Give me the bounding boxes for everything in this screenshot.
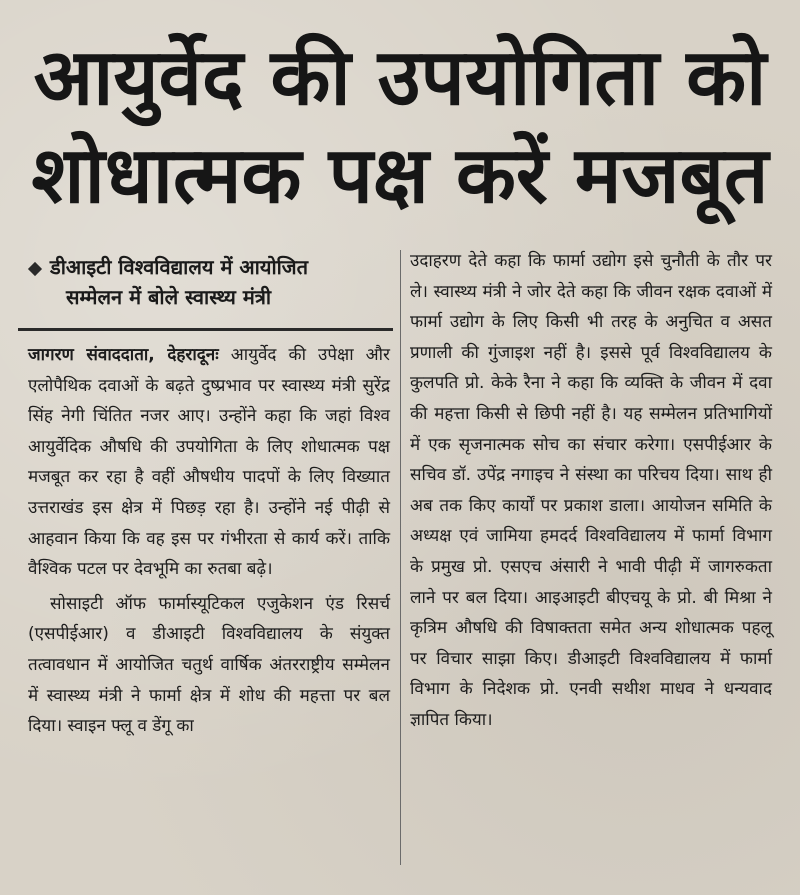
article-column-2-text: उदाहरण देते कहा कि फार्मा उद्योग इसे चुनौती के तौर पर ले। स्वास्थ्य मंत्री ने जोर देते कहा कि जीवन रक्षक दवाओं में फार्मा उद्योग के लिए किसी भी तरह के अनुचित व असत प्रणाली की गुंजाइश नहीं है। इससे पूर्व विश्वविद्यालय के कुलपति प्रो. केके रैना ने कहा कि व्यक्ति के जीवन में दवा की महत्ता किसी से छिपी नहीं है। यह सम्मेलन प्रतिभागियों में एक सृजनात्मक सोच का संचार करेगा। एसपीईआर के सचिव डॉ. उपेंद्र नगाइच ने संस्था का परिचय दिया। साथ ही अब तक किए कार्यों पर प्रकाश डाला। आयोजन समिति के अध्यक्ष एवं जामिया हमदर्द विश्वविद्यालय में फार्मा विभाग के प्रमुख प्रो. एसएच अंसारी ने भावी पीढ़ी में जागरुकता लाने पर बल दिया। आइआइटी बीएचयू के प्रो. बी मिश्रा ने कृत्रिम औषधि की विषाक्तता समेत अन्य शोधात्मक पहलू पर विचार साझा किए। डीआइटी विश्वविद्यालय में फार्मा विभाग के निदेशक प्रो. एनवी सथीश माधव ने धन्यवाद ज्ञापित किया।: [410, 251, 772, 730]
subheadline-text-1: डीआइटी विश्वविद्यालय में आयोजित: [50, 255, 309, 279]
section-divider: [18, 328, 393, 331]
article-dateline: जागरण संवाददाता, देहरादूनः: [28, 345, 219, 365]
article-column-right: [410, 246, 772, 736]
diamond-bullet-icon: [28, 261, 42, 275]
article-paragraph-1-text: आयुर्वेद की उपेक्षा और एलोपैथिक दवाओं के बढ़ते दुष्प्रभाव पर स्वास्थ्य मंत्री सुरेंद्र सिंह नेगी चिंतित नजर आए। उन्होंने कहा कि जहां विश्व आयुर्वेदिक औषधि की उपयोगिता के लिए शोधात्मक पक्ष मजबूत कर रहा है वहीं औषधीय पादपों के लिए विख्यात उत्तराखंड इस क्षेत्र में पिछड़ रहा है। उन्होंने नई पीढ़ी से आहवान किया कि वह इस पर गंभीरता से कार्य करें। ताकि वैश्विक पटल पर देवभूमि का रुतबा बढ़े।: [28, 345, 391, 580]
subheadline-line-1: [30, 252, 382, 282]
subheadline: [30, 252, 382, 312]
headline-line-1: आयुर्वेद की उपयोगिता को: [33, 33, 767, 123]
headline-line-2: शोधात्मक पक्ष करें मजबूत: [31, 131, 769, 221]
article-column-left: [28, 340, 390, 742]
subheadline-text-2: सम्मेलन में बोले स्वास्थ्य मंत्री: [66, 285, 272, 309]
article-paragraph-2: सोसाइटी ऑफ फार्मास्यूटिकल एजुकेशन एंड रिसर्च (एसपीईआर) व डीआइटी विश्वविद्यालय के संयुक्त तत्वावधान में आयोजित चतुर्थ वार्षिक अंतरराष्ट्रीय सम्मेलन में स्वास्थ्य मंत्री ने फार्मा क्षेत्र में शोध की महत्ता पर बल दिया। स्वाइन फ्लू व डेंगू का: [28, 593, 390, 737]
column-divider: [400, 250, 401, 865]
article-paragraph-1: [28, 340, 390, 585]
